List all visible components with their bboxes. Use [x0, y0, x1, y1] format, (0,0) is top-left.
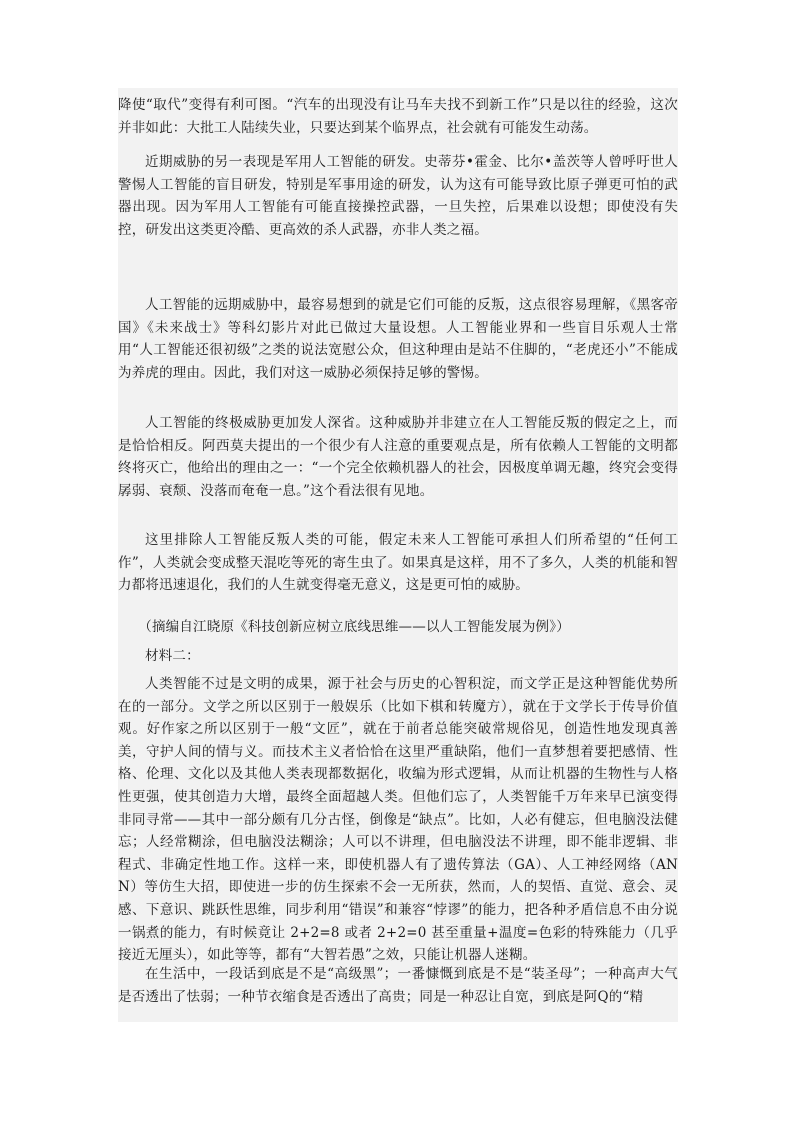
- source-citation: （摘编自江晓原《科技创新应树立底线思维——以人工智能发展为例》）: [138, 619, 570, 635]
- paragraph-3: 人工智能的远期威胁中，最容易想到的就是它们可能的反叛，这点很容易理解，《黑客帝国》《未来战士》等科幻影片对此已做过大量设想。人工智能业界和一些盲目乐观人士常用“人工智能还很初级”之类的说法宽慰公众，但这种理由是站不住脚的，“老虎还小”不能成为养虎的理由。因此，我们对这一威胁必须保持足够的警惕。: [118, 297, 678, 381]
- paragraph-5: 这里排除人工智能反叛人类的可能，假定未来人工智能可承担人们所希望的“任何工作”，人类就会变成整天混吃等死的寄生虫了。如果真是这样，用不了多久，人类的机能和智力都将迅速退化，我们的人生就变得毫无意义，这是更可怕的威胁。: [118, 532, 678, 594]
- paragraph-2: 近期威胁的另一表现是军用人工智能的研发。史蒂芬•霍金、比尔•盖茨等人曾呼吁世人警惕人工智能的盲目研发，特别是军事用途的研发，认为这有可能导致比原子弹更可怕的武器出现。因为军用人工智能有可能直接操控武器，一旦失控，后果难以设想；即使没有失控，研发出这类更冷酷、更高效的杀人武器，亦非人类之福。: [118, 154, 678, 238]
- material-two-heading: 材料二：: [145, 648, 200, 664]
- paragraph-1: 降使“取代”变得有利可图。“汽车的出现没有让马车夫找不到新工作”只是以往的经验，这次并非如此：大批工人陆续失业，只要达到某个临界点，社会就有可能发生动荡。: [118, 97, 678, 136]
- paragraph-7: 在生活中，一段话到底是不是“高级黑”；一番慷慨到底是不是“装圣母”；一种高声大气是否透出了怯弱；一种节衣缩食是否透出了高贵；同是一种忍让自宽，到底是阿Q的“精: [118, 966, 678, 1005]
- scanned-text-block: [118, 88, 678, 1022]
- paragraph-4: 人工智能的终极威胁更加发人深省。这种威胁并非建立在人工智能反叛的假定之上，而是恰恰相反。阿西莫夫提出的一个很少有人注意的重要观点是，所有依赖人工智能的文明都终将灭亡，他给出的理由之一：“一个完全依赖机器人的社会，因极度单调无趣，终究会变得孱弱、衰颓、没落而奄奄一息。”这个看法很有见地。: [118, 415, 678, 499]
- paragraph-6: 人类智能不过是文明的成果，源于社会与历史的心智积淀，而文学正是这种智能优势所在的一部分。文学之所以区别于一般娱乐（比如下棋和转魔方），就在于文学长于传导价值观。好作家之所以区别于一般“文匠”，就在于前者总能突破常规俗见，创造性地发现真善美，守护人间的情与义。而技术主义者恰恰在这里严重缺陷，他们一直梦想着要把感情、性格、伦理、文化以及其他人类表现都数据化，收编为形式逻辑，从而让机器的生物性与人格性更强，使其创造力大增，最终全面超越人类。但他们忘了，人类智能千万年来早已演变得非同寻常——其中一部分颇有几分古怪，倒像是“缺点”。比如，人必有健忘，但电脑没法健忘；人经常糊涂，但电脑没法糊涂；人可以不讲理，但电脑没法不讲理，即不能非逻辑、非程式、非确定性地工作。这样一来，即使机器人有了遗传算法（GA）、人工神经网络（ANN）等仿生大招，即使进一步的仿生探索不会一无所获，然而，人的契悟、直觉、意会、灵感、下意识、跳跃性思维，同步利用“错误”和兼容“悖谬”的能力，把各种矛盾信息不由分说一锅煮的能力，有时候竟让 2+2=8 或者 2+2=0 甚至重量+温度=色彩的特殊能力（几乎接近无厘头），如此等等，都有“大智若愚”之效，只能让机器人迷糊。: [118, 676, 678, 964]
